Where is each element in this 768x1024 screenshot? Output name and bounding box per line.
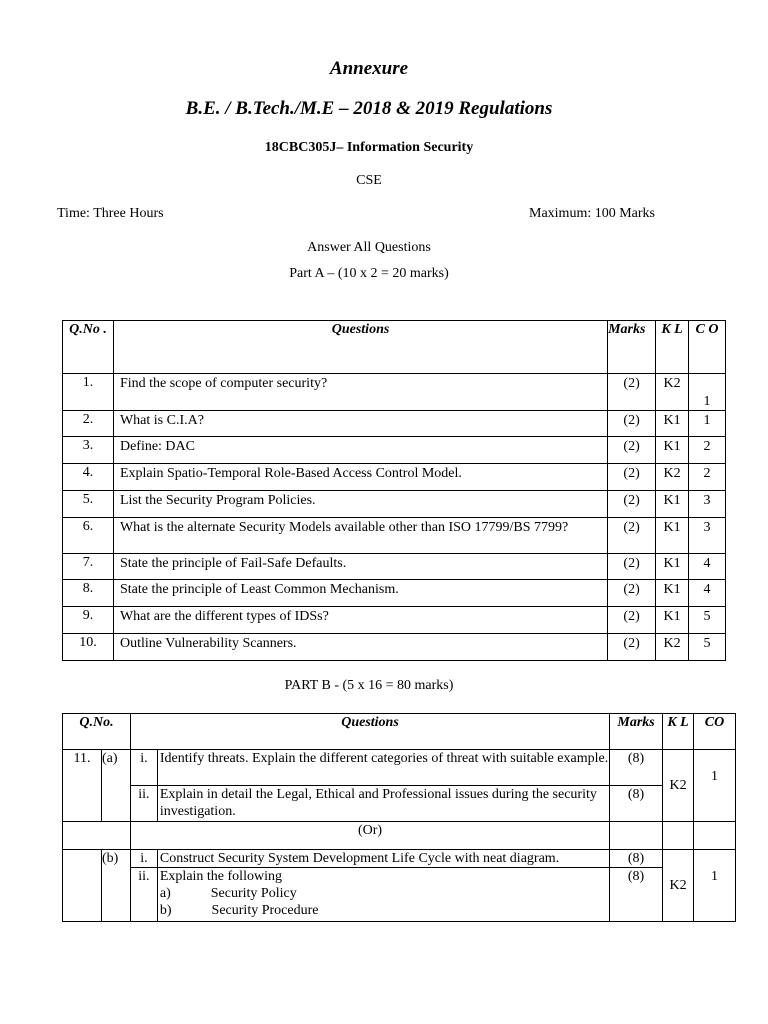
list-label: b) <box>159 903 172 918</box>
qno-cell: 9. <box>63 607 114 634</box>
header-qno: Q.No. <box>63 714 131 750</box>
question-cell: Explain Spatio-Temporal Role-Based Access Control Model. <box>113 464 607 491</box>
empty-cell <box>63 822 131 850</box>
table-row <box>63 411 726 437</box>
qno-cell: 11. <box>63 750 102 822</box>
sub-number: i. <box>130 850 157 868</box>
header-co: C O <box>689 321 726 374</box>
maximum-marks: Maximum: 100 Marks <box>529 206 655 221</box>
kl-cell: K1 <box>656 491 689 518</box>
list-item <box>160 885 609 902</box>
co-cell: 1 <box>689 411 726 437</box>
marks-cell: (2) <box>608 464 656 491</box>
table-header-row <box>63 714 736 750</box>
co-cell: 4 <box>689 554 726 580</box>
marks-cell: (8) <box>610 868 663 922</box>
or-row <box>63 822 736 850</box>
instruction-text: Answer All Questions <box>307 240 431 255</box>
list-label: a) <box>159 886 171 901</box>
question-cell: Identify threats. Explain the different categories of threat with suitable example. <box>157 750 609 786</box>
course-title: 18CBC305J– Information Security <box>264 140 474 155</box>
question-cell: State the principle of Fail-Safe Defaults. <box>113 554 607 580</box>
question-cell: List the Security Program Policies. <box>113 491 607 518</box>
part-b-table <box>62 713 736 922</box>
table-header-row <box>63 321 726 374</box>
annexure-heading: Annexure <box>329 58 409 79</box>
marks-cell: (8) <box>610 850 663 868</box>
empty-cell <box>610 822 663 850</box>
table-row <box>63 464 726 491</box>
qno-cell: 7. <box>63 554 114 580</box>
header-marks: Marks <box>608 321 656 374</box>
kl-cell: K2 <box>656 634 689 661</box>
table-row <box>63 634 726 661</box>
qno-cell: 8. <box>63 580 114 607</box>
co-cell: 5 <box>689 634 726 661</box>
question-cell: Outline Vulnerability Scanners. <box>113 634 607 661</box>
part-a-table <box>62 320 726 661</box>
department: CSE <box>356 173 382 188</box>
table-row <box>63 518 726 554</box>
co-cell: 1 <box>694 750 736 822</box>
marks-cell: (2) <box>608 580 656 607</box>
co-cell: 3 <box>689 518 726 554</box>
co-cell: 1 <box>694 850 736 922</box>
kl-cell: K1 <box>656 607 689 634</box>
header-marks: Marks <box>610 714 663 750</box>
list-text: Security Procedure <box>211 903 319 918</box>
marks-cell: (2) <box>608 607 656 634</box>
qno-cell: 1. <box>63 374 114 411</box>
co-cell: 1 <box>689 374 726 411</box>
list-item <box>160 902 609 919</box>
marks-cell: (2) <box>608 518 656 554</box>
exam-duration: Time: Three Hours <box>57 206 164 221</box>
question-cell: What is C.I.A? <box>113 411 607 437</box>
kl-cell: K1 <box>656 437 689 464</box>
kl-cell: K1 <box>656 580 689 607</box>
marks-cell: (2) <box>608 411 656 437</box>
question-cell: What is the alternate Security Models available other than ISO 17799/BS 7799? <box>113 518 607 554</box>
sub-number: ii. <box>130 786 157 822</box>
table-row <box>63 850 736 868</box>
marks-cell: (8) <box>610 786 663 822</box>
table-row <box>63 374 726 411</box>
question-cell: State the principle of Least Common Mechanism. <box>113 580 607 607</box>
question-text: Explain the following <box>159 869 282 884</box>
header-co: CO <box>694 714 736 750</box>
kl-cell: K2 <box>663 750 694 822</box>
qno-cell: 2. <box>63 411 114 437</box>
qno-cell <box>63 850 102 922</box>
question-cell: Define: DAC <box>113 437 607 464</box>
table-row <box>63 437 726 464</box>
table-row <box>63 580 726 607</box>
kl-cell: K1 <box>656 554 689 580</box>
table-row <box>63 491 726 518</box>
kl-cell: K1 <box>656 411 689 437</box>
table-row <box>63 786 736 822</box>
option-label: (b) <box>101 850 130 922</box>
question-cell: Construct Security System Development Life Cycle with neat diagram. <box>157 850 609 868</box>
part-b-title: PART B - (5 x 16 = 80 marks) <box>284 678 454 693</box>
co-cell: 3 <box>689 491 726 518</box>
empty-cell <box>694 822 736 850</box>
qno-cell: 4. <box>63 464 114 491</box>
co-cell: 2 <box>689 437 726 464</box>
co-cell: 2 <box>689 464 726 491</box>
header-qno: Q.No . <box>63 321 114 374</box>
sub-number: i. <box>130 750 157 786</box>
question-cell: Find the scope of computer security? <box>113 374 607 411</box>
marks-cell: (2) <box>608 437 656 464</box>
marks-cell: (8) <box>610 750 663 786</box>
co-cell: 4 <box>689 580 726 607</box>
qno-cell: 10. <box>63 634 114 661</box>
kl-cell: K2 <box>656 464 689 491</box>
co-cell: 5 <box>689 607 726 634</box>
or-separator: (Or) <box>130 822 609 850</box>
question-cell: Explain in detail the Legal, Ethical and Professional issues during the security investigation. <box>157 786 609 822</box>
question-cell <box>157 868 609 922</box>
table-row <box>63 750 736 786</box>
regulations-heading: B.E. / B.Tech./M.E – 2018 & 2019 Regulations <box>185 98 553 119</box>
kl-cell: K1 <box>656 518 689 554</box>
header-questions: Questions <box>113 321 607 374</box>
table-row <box>63 868 736 922</box>
sub-number: ii. <box>130 868 157 922</box>
header-kl: K L <box>656 321 689 374</box>
list-text: Security Policy <box>210 886 297 901</box>
qno-cell: 5. <box>63 491 114 518</box>
marks-cell: (2) <box>608 634 656 661</box>
table-row <box>63 607 726 634</box>
question-cell: What are the different types of IDSs? <box>113 607 607 634</box>
table-row <box>63 554 726 580</box>
kl-cell: K2 <box>663 850 694 922</box>
qno-cell: 3. <box>63 437 114 464</box>
option-label: (a) <box>101 750 130 822</box>
header-questions: Questions <box>130 714 609 750</box>
empty-cell <box>663 822 694 850</box>
qno-cell: 6. <box>63 518 114 554</box>
marks-cell: (2) <box>608 491 656 518</box>
kl-cell: K2 <box>656 374 689 411</box>
header-kl: K L <box>663 714 694 750</box>
marks-cell: (2) <box>608 374 656 411</box>
marks-cell: (2) <box>608 554 656 580</box>
part-a-title: Part A – (10 x 2 = 20 marks) <box>289 266 449 281</box>
